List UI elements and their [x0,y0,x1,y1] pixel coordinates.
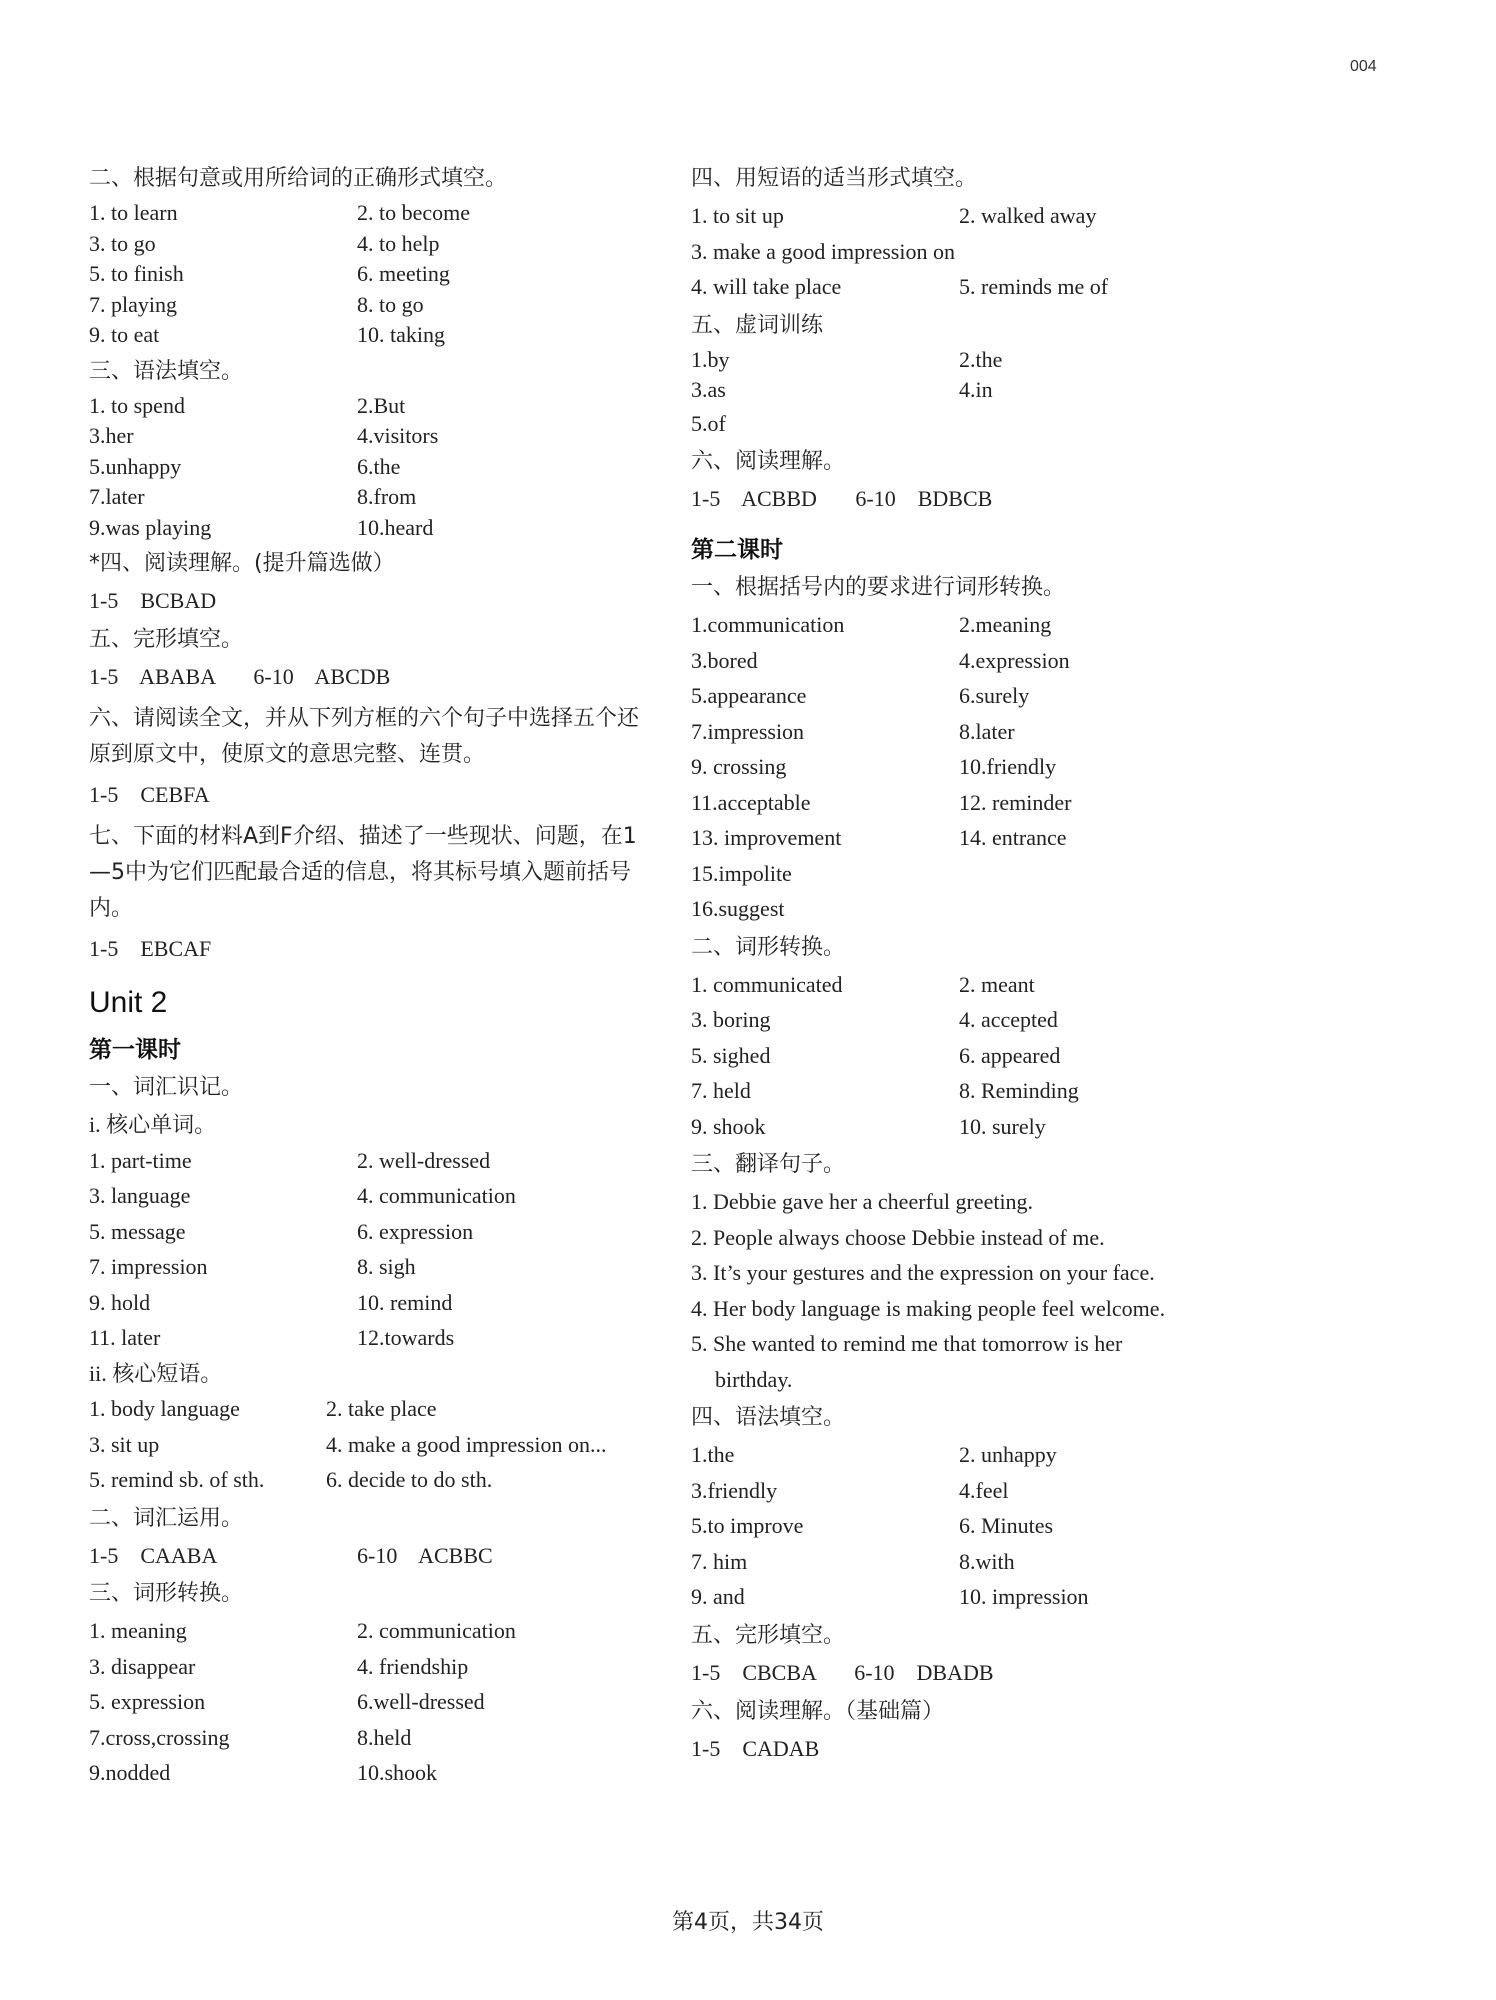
answer-item: 10. surely [959,1113,1046,1139]
answer-row [691,820,1251,856]
answer-item: 1. to learn [89,200,178,225]
answer-item: 7. held [691,1078,751,1103]
answer-item: 8.from [357,484,417,509]
answer-item: 6. Minutes [959,1513,1054,1538]
answer-row [89,1462,649,1498]
answer-row [89,1427,649,1463]
answer-row [691,643,1251,679]
answer-item: 5. expression [89,1689,206,1714]
answer-item: 11. later [89,1325,161,1350]
answer-item: 5.unhappy [89,453,182,479]
answer-item: 7.cross,crossing [89,1724,230,1750]
answer-row [89,1249,649,1285]
answer-item: 3. boring [691,1007,771,1032]
answer-item: 2. communication [357,1618,516,1643]
answer-item: 3.her [89,423,134,448]
answer-item: 4.in [959,377,993,402]
answer-row [89,1214,649,1250]
answer-item: 6-10 ACBBC [357,1542,493,1568]
answer-item: 10. remind [357,1289,453,1315]
answer-line: 1-5 CEBFA [89,782,210,807]
answer-row [691,269,1251,305]
answer-item: 6.surely [959,683,1030,708]
answer-item: 9.was playing [89,514,212,540]
answer-item: 1. part-time [89,1147,192,1173]
sentence-item: 1. Debbie gave her a cheerful greeting. [691,1189,1034,1214]
answer-row [89,1320,649,1356]
answer-item: 16.suggest [691,896,785,921]
unit-heading: Unit 2 [89,986,168,1019]
answer-row [691,375,1251,406]
section-title: 二、根据句意或用所给词的正确形式填空。 [89,166,508,191]
answer-row [89,1649,649,1685]
sentence-item: 5. She wanted to remind me that tomorrow is her [691,1331,1123,1356]
answer-row [89,290,649,321]
answer-item: 9. to eat [89,322,160,347]
answer-item: 2. meant [959,971,1035,997]
answer-item: 4.visitors [357,423,439,448]
section-title: 一、词汇识记。 [89,1075,244,1100]
page-number: 004 [1350,58,1377,75]
section-title: 二、词汇运用。 [89,1505,244,1531]
answer-item: 5. message [89,1218,186,1244]
answer-item: 2.But [357,392,406,418]
answer-item: 9. shook [691,1113,766,1139]
answer-item: 2.meaning [959,612,1052,637]
answer-row [89,513,649,544]
answer-item: 8.later [959,718,1015,744]
answer-line: 1-5 ABABA 6-10 ABCDB [89,664,391,689]
answer-row [89,482,649,513]
answer-item: 2. walked away [959,203,1097,228]
section-title: 三、翻译句子。 [691,1152,846,1177]
answer-item: 2.the [959,346,1003,372]
answer-item: 2. take place [326,1396,437,1421]
lesson-heading: 第一课时 [89,1037,181,1063]
section-title: 六、请阅读全文，并从下列方框的六个句子中选择五个还原到原文中，使原文的意思完整、连贯。 [89,706,640,767]
answer-item: 5. to finish [89,261,184,286]
sentence-item: 3. It’s your gestures and the expression on your face. [691,1260,1155,1285]
answer-item: 6.the [357,453,401,479]
answer-item: 2. unhappy [959,1442,1057,1467]
answer-item: 3.friendly [691,1477,778,1503]
answer-item: 1. to spend [89,392,185,418]
answer-item: 4. communication [357,1183,516,1208]
right-column [691,158,1251,1767]
answer-item: 6. decide to do sth. [326,1467,493,1492]
answer-row [89,1143,649,1179]
answer-row [691,1437,1251,1473]
answer-row [89,421,649,452]
answer-row [89,1178,649,1214]
answer-item: 7. him [691,1548,748,1574]
answer-line: 1-5 BCBAD [89,588,217,613]
answer-item: 6.well-dressed [357,1689,485,1714]
answer-item: 7.impression [691,718,805,744]
section-title: 五、完形填空。 [89,627,244,652]
section-title: 五、虚词训练 [691,312,824,338]
answer-row [691,1002,1251,1038]
answer-row [691,967,1251,1003]
answer-row [89,1684,649,1720]
answer-line: 1-5 CBCBA 6-10 DBADB [691,1659,994,1685]
answer-item: 3. to go [89,230,156,256]
answer-item: 3. language [89,1183,191,1208]
answer-item: 9. crossing [691,754,787,779]
section-title: 五、完形填空。 [691,1622,846,1648]
answer-item: 10. taking [357,322,445,347]
answer-item: 10.heard [357,514,434,540]
answer-row [691,1038,1251,1074]
answer-item: 10.shook [357,1760,438,1785]
answer-row [89,1613,649,1649]
answer-item: 3.bored [691,647,758,673]
answer-row [89,320,649,351]
answer-row [691,785,1251,821]
section-title: 三、语法填空。 [89,358,244,384]
answer-item: 5. sighed [691,1042,771,1068]
answer-item: 14. entrance [959,825,1067,850]
answer-line: 1-5 ACBBD 6-10 BDBCB [691,486,993,511]
answer-item: 15.impolite [691,860,792,886]
answer-row [691,678,1251,714]
answer-item: 4. friendship [357,1653,469,1679]
section-title: 七、下面的材料A到F介绍、描述了一些现状、问题，在1—5中为它们匹配最合适的信息，将其标号填入题前括号内。 [89,824,637,921]
answer-item: 4. accepted [959,1007,1058,1032]
sentence-item: 2. People always choose Debbie instead of me. [691,1224,1105,1250]
answer-item: 1. communicated [691,971,843,997]
answer-item: 13. improvement [691,825,842,850]
answer-item: 1. meaning [89,1618,187,1643]
answer-row [691,198,1251,234]
answer-item: 4. make a good impression on... [326,1431,607,1457]
answer-item: 3.as [691,377,726,402]
answer-item: 7. playing [89,291,177,317]
answer-row [89,259,649,290]
answer-row [89,1538,649,1574]
answer-row [691,1073,1251,1109]
answer-item: 1.by [691,346,730,372]
section-title: 四、语法填空。 [691,1405,846,1430]
answer-item: 11.acceptable [691,789,811,815]
answer-row [691,714,1251,750]
answer-row [89,1391,649,1427]
answer-item: 7.later [89,484,145,509]
answer-row [691,1544,1251,1580]
page-footer: 第4页，共34页 [672,1910,824,1935]
answer-row [691,749,1251,785]
answer-row [89,1755,649,1791]
answer-item: 4.expression [959,647,1070,673]
answer-item: 2. to become [357,200,471,225]
answer-row [691,1508,1251,1544]
subsection-title: ii. 核心短语。 [89,1360,223,1386]
answer-row [89,391,649,422]
answer-item: 4.feel [959,1477,1009,1503]
section-title: 二、词形转换。 [691,934,846,960]
answer-item: 4. will take place [691,274,842,299]
section-title: 六、阅读理解。 [691,449,846,474]
lesson-heading: 第二课时 [691,537,783,563]
answer-item: 9.nodded [89,1760,171,1785]
answer-row [89,452,649,483]
answer-item: 3. sit up [89,1431,160,1457]
answer-row [691,1473,1251,1509]
subsection-title: i. 核心单词。 [89,1112,217,1137]
answer-item: 2. well-dressed [357,1147,491,1173]
answer-item: 1.communication [691,612,845,637]
answer-item: 12. reminder [959,789,1072,815]
answer-item: 10. impression [959,1584,1089,1609]
answer-row [691,1109,1251,1145]
answer-item: 8. to go [357,291,424,317]
answer-item: 8. Reminding [959,1078,1079,1103]
answer-row [89,198,649,229]
answer-line: 1-5 CADAB [691,1735,820,1761]
answer-item: 5. remind sb. of sth. [89,1467,265,1492]
section-title: *四、阅读理解。(提升篇选做） [89,551,395,576]
answer-item: 5.of [691,410,726,436]
left-column [89,158,649,1791]
answer-item: 12.towards [357,1325,455,1350]
answer-line: 1-5 EBCAF [89,936,212,961]
answer-item: 6. expression [357,1218,474,1244]
answer-item: 7. impression [89,1254,208,1279]
answer-row [691,1579,1251,1615]
answer-item: 6. appeared [959,1042,1061,1068]
answer-row [89,1720,649,1756]
answer-item: 8.with [959,1548,1015,1574]
section-title: 三、词形转换。 [89,1581,244,1606]
answer-item: 5.to improve [691,1513,804,1538]
answer-item: 4. to help [357,230,440,256]
section-title: 一、根据括号内的要求进行词形转换。 [691,575,1066,600]
answer-item: 1. body language [89,1396,240,1421]
answer-item: 8.held [357,1724,412,1750]
answer-row [89,229,649,260]
answer-row [691,607,1251,643]
sentence-item: 4. Her body language is making people feel welcome. [691,1295,1166,1321]
answer-item: 3. disappear [89,1653,196,1679]
answer-item: 8. sigh [357,1254,416,1279]
answer-item: 6. meeting [357,261,450,286]
answer-item: 9. hold [89,1289,151,1315]
sentence-item-continued: birthday. [715,1366,793,1392]
answer-item: 3. make a good impression on [691,238,955,264]
answer-row [691,345,1251,376]
answer-item: 5.appearance [691,683,807,708]
answer-item: 10.friendly [959,754,1057,779]
section-title: 六、阅读理解。（基础篇） [691,1698,945,1724]
answer-item: 5. reminds me of [959,274,1109,299]
answer-row [89,1285,649,1321]
answer-item: 1.the [691,1442,735,1467]
answer-item: 1-5 CAABA [89,1542,218,1568]
section-title: 四、用短语的适当形式填空。 [691,166,978,191]
answer-item: 9. and [691,1584,745,1609]
answer-item: 1. to sit up [691,203,784,228]
